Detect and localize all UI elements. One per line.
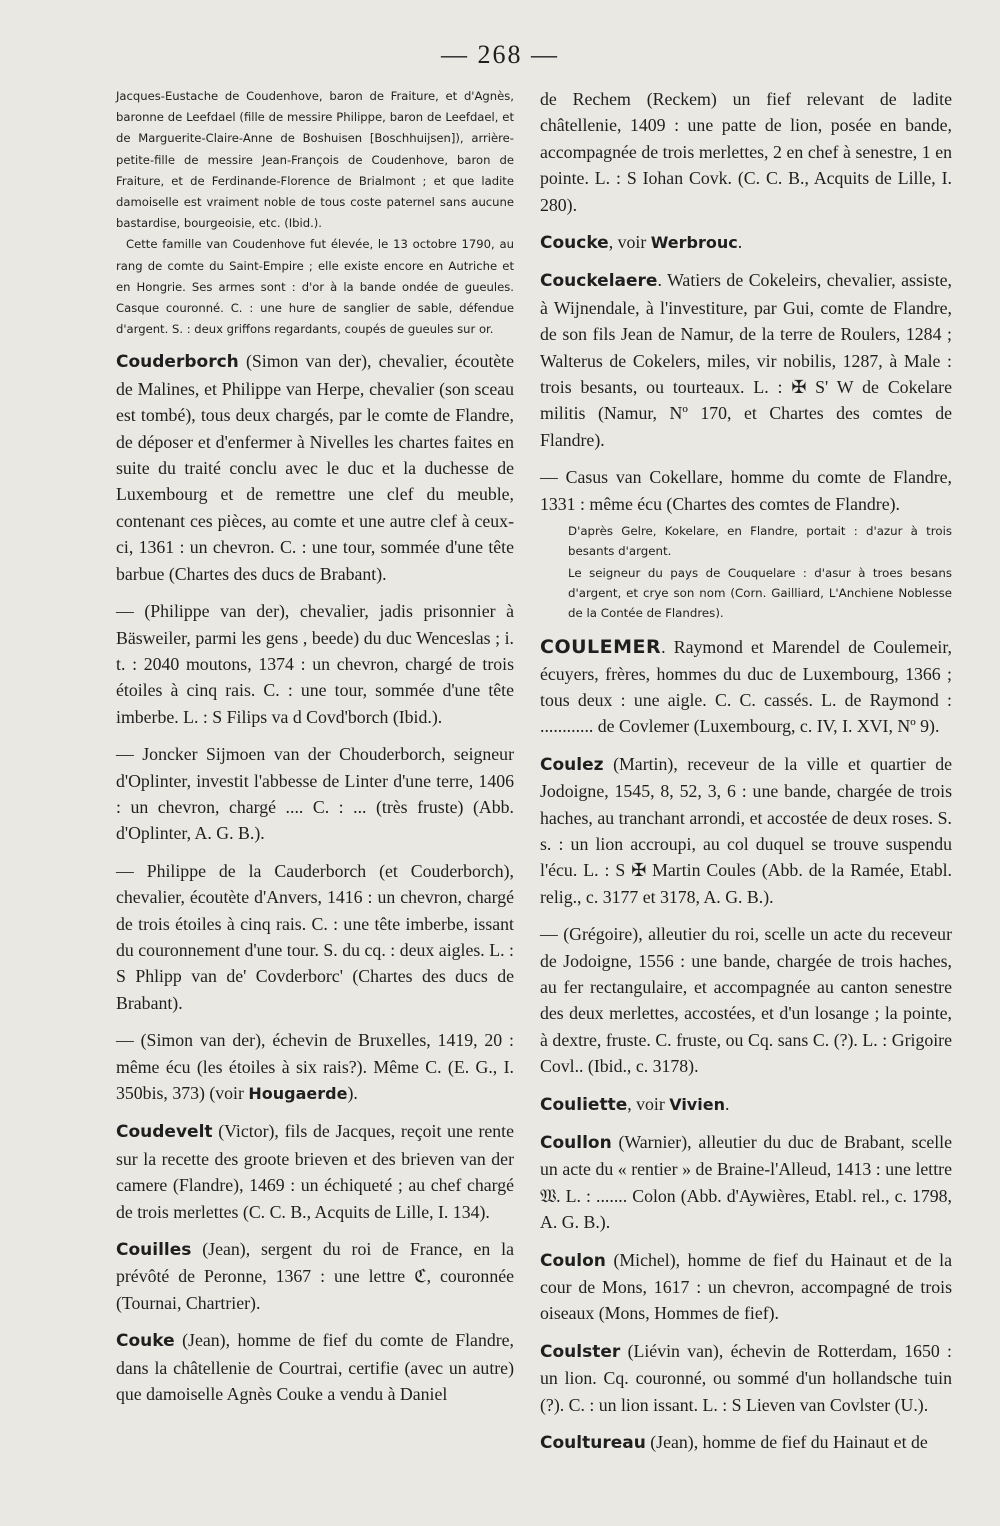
entry-text: (Jean), sergent du roi de France, en la prévôté de Peronne, 1367 : une lettre ℭ, couronnée (Tournai, Chartrier). — [116, 1239, 514, 1313]
entry-coullon — [540, 1129, 952, 1236]
note-gelre: D'après Gelre, Kokelare, en Flandre, portait : d'azur à trois besants d'argent. — [568, 524, 952, 559]
entry-text: . — [737, 232, 743, 253]
entry-text: . Raymond et Marendel de Coulemeir, écuyers, frères, hommes du duc de Luxembourg, 1366 ; tous deux : une aigle. C. C. cassés. L. de Raymond : ............ de Covlemer (Luxembourg, c. IV, I. XVI, Nº 9). — [540, 637, 952, 737]
entry-casus-van-cokellare: — Casus van Cokellare, homme du comte de Flandre, 1331 : même écu (Chartes des comtes de Flandre). — [540, 467, 952, 514]
entry-text: (Jean), homme de fief du comte de Flandre, dans la châtellenie de Courtrai, certifie (avec un autre) que damoiselle Agnès Couke a vendu à Daniel — [116, 1330, 514, 1405]
entry-text: — (Simon van der), échevin de Bruxelles, 1419, 20 : même écu (les étoiles à six rais?). Même C. (E. G., I. 350bis, 373) (voir — [116, 1030, 514, 1103]
entry-headword: Coulon — [540, 1250, 606, 1271]
entry-text: (Jean), homme de fief du Hainaut et de — [645, 1432, 928, 1453]
right-column — [540, 86, 952, 1467]
entry-text: . — [724, 1093, 730, 1114]
entry-text: (Victor), fils de Jacques, reçoit une rente sur la recette des groote brieven et des brieven van der camere (Flandre), 1469 : un échiqueté ; au chef chargé de trois merlettes (C. C. B., Acquits de Lille, I. 134). — [116, 1121, 514, 1222]
cross-reference: Hougaerde — [248, 1084, 348, 1103]
entry-headword: Coucke — [540, 233, 609, 254]
entry-headword: Couilles — [116, 1240, 192, 1261]
entry-couderborch — [116, 348, 514, 587]
footnote-paragraph: Cette famille van Coudenhove fut élevée, le 13 octobre 1790, au rang de comte du Saint-Empire ; elle existe encore en Autriche et en Hongrie. Ses armes sont : d'or à la bande ondée de gueules. Casque couronné. C. : une hure de sanglier de sable, défendue d'argent. S. : deux griffons regardants, coupés de gueules sur or. — [116, 237, 514, 337]
left-column — [116, 86, 514, 1418]
entry-text: ). — [347, 1083, 358, 1103]
entry-coultureau — [540, 1429, 952, 1456]
entry-philippe-cauderborch: — Philippe de la Cauderborch (et Couderborch), chevalier, écoutète d'Anvers, 1416 : un chevron, chargé de trois étoiles à cinq rais. C. : une tête imberbe, issant du couronnement d'une tour. S. du cq. : deux aigles. L. : S Phlipp van de' Covderborc' (Chartes des ducs de Brabant). — [116, 860, 514, 1013]
entry-joncker-sijmoen: — Joncker Sijmoen van der Chouderborch, seigneur d'Oplinter, investit l'abbesse de Linter d'une terre, 1406 : un chevron, chargé .... C. : ... (très fruste) (Abb. d'Oplinter, A. G. B.). — [116, 744, 514, 844]
footnote-paragraph: Jacques-Eustache de Coudenhove, baron de Fraiture, et d'Agnès, baronne de Leefdael (fille de messire Philippe, baron de Leefdael, et de Marguerite-Claire-Anne de Boshuisen [Boschhuijsen]), arrière-petite-fille de messire Jean-François de Coudenhove, baron de Fraiture, et de Ferdinande-Florence de Brialmont ; et que ladite damoiselle est vraiment noble de tous coste paternel sans aucune bastardise, bourgeoisie, etc. (Ibid.). — [116, 89, 514, 231]
entry-philippe-van-der: — (Philippe van der), chevalier, jadis prisonnier à Bäsweiler, parmi les gens , beede) du duc Wenceslas ; i. t. : 2040 moutons, 1374 : un chevron, chargé de trois étoiles à cinq rais. C. : une tour, sommée d'une tête imberbe. L. : S Filips va d Covd'borch (Ibid.). — [116, 601, 514, 727]
entry-headword: Couke — [116, 1331, 175, 1352]
entry-coulon — [540, 1247, 952, 1327]
entry-coulez — [540, 751, 952, 910]
entry-headword: Coulster — [540, 1341, 621, 1362]
entry-headword: Coulez — [540, 754, 604, 775]
entry-headword: COULEMER — [540, 636, 662, 659]
entry-headword: Coultureau — [540, 1433, 646, 1454]
entry-text: (Martin), receveur de la ville et quartier de Jodoigne, 1545, 8, 52, 3, 6 : une bande, chargée de trois haches, au tranchant arrondi, et accostée de deux roses. S. s. : un lion accroupi, au col duquel se trouve suspendu l'écu. L. : S ✠ Martin Coules (Abb. de la Ramée, Etabl. relig., c. 3177 et 3178, A. G. B.). — [540, 753, 952, 907]
entry-couilles — [116, 1236, 514, 1316]
cross-reference: Vivien — [669, 1094, 725, 1114]
entry-couliette — [540, 1091, 952, 1118]
entry-couckelaere — [540, 267, 952, 453]
entry-coucke — [540, 229, 952, 256]
entry-text: (Warnier), alleutier du duc de Brabant, scelle un acte du « rentier » de Braine-l'Alleud, 1413 : une lettre 𝔚. L. : ....... Colon (Abb. d'Aywières, Etabl. rel., c. 1798, A. G. B.). — [540, 1132, 952, 1233]
entry-text: . Watiers de Cokeleirs, chevalier, assiste, à Wijnendale, à l'investiture, par Gui, comte de Flandre, de son fils Jean de Namur, de la terre de Roulers, 1284 ; Walterus de Cokelers, miles, vir nobilis, 1287, à Male : trois besants, ou tourteaux. L. : ✠ S' W de Cokelare militis (Namur, Nº 170, et Chartes des comtes de Flandre). — [540, 270, 952, 450]
entry-couke — [116, 1327, 514, 1407]
entry-headword: Coudevelt — [116, 1122, 213, 1143]
page-number: — 268 — — [441, 40, 559, 69]
entry-headword: Couliette — [540, 1094, 628, 1115]
entry-text: (Michel), homme de fief du Hainaut et de la cour de Mons, 1617 : un chevron, accompagné de trois oiseaux (Mons, Hommes de fief). — [540, 1249, 952, 1324]
note-gailliard: Le seigneur du pays de Couquelare : d'asur à troes besans d'argent, et crye son nom (Corn. Gailliard, L'Anchiene Noblesse de la Contée de Flandres). — [568, 566, 952, 621]
entry-headword: Coullon — [540, 1133, 612, 1153]
entry-text: (Liévin van), échevin de Rotterdam, 1650 : un lion. Cq. couronné, ou sommé d'un hollandsche tuin (?). C. : un lion issant. L. : S Lieven van Covlster (U.). — [540, 1340, 952, 1415]
entry-text: , voir — [608, 232, 651, 253]
entry-text: , voir — [627, 1093, 670, 1114]
entry-simon-van-der — [116, 1027, 514, 1107]
entry-coulemer — [540, 634, 952, 740]
entry-headword: Couckelaere — [540, 271, 658, 292]
entry-coulster — [540, 1338, 952, 1418]
entry-coudevelt — [116, 1118, 514, 1225]
entry-couke-continued: de Rechem (Reckem) un fief relevant de ladite châtellenie, 1409 : une patte de lion, posée en bande, accompagnée de trois merlettes, 2 en chef à senestre, 1 en pointe. L. : S Iohan Covk. (C. C. B., Acquits de Lille, I. 280). — [540, 89, 952, 215]
entry-headword: Couderborch — [116, 352, 239, 373]
entry-gregoire: — (Grégoire), alleutier du roi, scelle un acte du receveur de Jodoigne, 1556 : une bande, chargée de trois haches, au fer rectangulaire, et accompagnée au canton senestre des deux merlettes, accostées, et d'un losange ; la pointe, à dextre, fruste. C. fruste, ou Cq. sans C. (?). L. : Grigoire Covl.. (Ibid., c. 3178). — [540, 924, 952, 1077]
cross-reference: Werbrouc — [650, 233, 738, 253]
entry-text: (Simon van der), chevalier, écoutète de Malines, et Philippe van Herpe, chevalier (son sceau est tombé), tous deux chargés, par le comte de Flandre, de déposer et d'enfermer à Nivelles les chartes faites en suite du traité conclu avec le duc et la duchesse de Luxembourg et de remettre une clef du meuble, contenant ces pièces, au comte et une autre clef à ceux-ci, 1361 : un chevron. C. : une tour, sommée d'une tête barbue (Chartes des ducs de Brabant). — [116, 351, 514, 584]
